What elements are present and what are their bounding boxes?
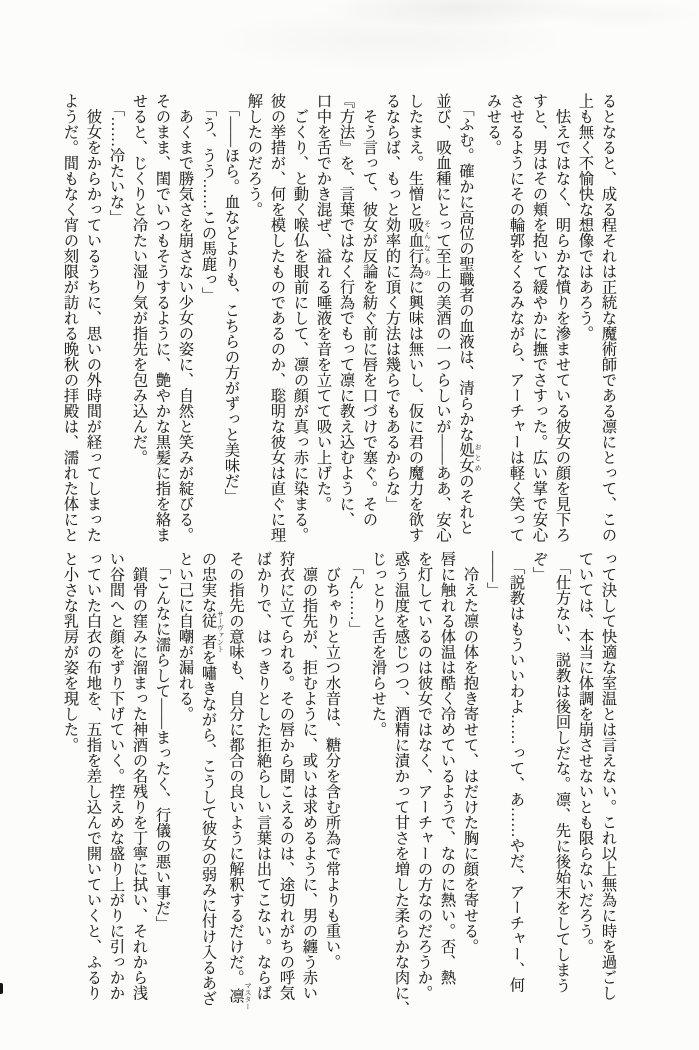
- text-column: 「こんなに濡らして――まったく、行儀の悪い事だ」: [154, 551, 171, 931]
- text-column: 「――ほら。血などよりも、こちらの方がずっと美味だ」: [223, 93, 240, 504]
- text-column: せると、じくりと冷たい湿り気が指先を包み込んだ。: [131, 93, 148, 465]
- text-column: の忠実な従者 サーヴァントを嘯きながら、こうして彼女の弱みに付け入るあざ: [200, 551, 225, 1006]
- text-column: 「ん……」: [347, 551, 364, 637]
- text-column: そう言って、彼女が反論を紡ぐ前に唇を口づけで塞ぐ。その: [361, 93, 378, 527]
- text-column: 「説教はもういいわよ……って、あ……やだ、アーチャー、何: [508, 551, 525, 993]
- text-column: と小さな乳房が姿を現した。: [62, 551, 79, 753]
- text-column: ごくり、と動く喉仏を眼前にして、凛の顔が真っ赤に染まる。: [292, 93, 309, 543]
- text-column: ばかりで、はっきりとした拒絶らしい言葉は出てこない。ならば: [255, 551, 272, 1001]
- text-column: い谷間へと顔をずり下げていく。控えめな盛り上がりに引っかか: [108, 551, 125, 1001]
- text-column: 口中を舌でかき混ぜ、溢れる唾液を音を立てて吸い上げた。: [315, 93, 332, 512]
- scan-edge-artifact: [0, 983, 3, 994]
- text-column: ようだ。間もなく宵の刻限が訪れる晩秋の拝殿は、濡れた体にと: [62, 93, 79, 543]
- text-column: を灯しているのは彼女ではなく、アーチャーの方なのだろうか。: [416, 551, 433, 1001]
- text-column: そのまま、閨でいつもそうするように、艶やかな黒髪に指を絡ま: [154, 93, 171, 543]
- text-column: るとなると、成る程それは正統な魔術師である凛にとって、この: [600, 93, 617, 543]
- text-block-bottom: [62, 551, 620, 1016]
- text-column: その指先の意味も、自分に都合の良いように解釈するだけだ。凛 マスター: [227, 551, 252, 1010]
- text-column: ――」: [485, 551, 502, 598]
- text-column: 凛の指先が、拒むように、或いは求めるように、男の纏う赤い: [301, 551, 318, 1001]
- text-column: 「仕方ない、説教は後回しだな。凛、先に後始末をしてしまう: [554, 551, 571, 993]
- text-column: 冷えた凛の体を抱き寄せて、はだけた胸に顔を寄せる。: [462, 551, 479, 954]
- text-column: すと、男はその頬を抱いて緩やかに撫でさすった。広い掌で安心: [531, 93, 548, 543]
- text-column: 上も無く不愉快な想像ではあろう。: [577, 93, 594, 341]
- text-column: 彼女をからかっているうちに、思いの外時間が経ってしまった: [85, 93, 102, 543]
- text-column: 並び、吸血種にとって至上の美酒の一つらしいが――ああ、安心: [434, 93, 452, 543]
- text-column: 解したのだろう。: [246, 93, 263, 217]
- text-column: ぞ」: [531, 551, 548, 582]
- text-column: 怯えではなく、明らかな憤りを滲ませている彼女の顔を見下ろ: [554, 93, 571, 543]
- text-column: じっとりと舌を滑らせた。: [370, 551, 387, 737]
- text-column: 彼の挙措が、何を模したものであるのか、聡明な彼女は直ぐに理: [269, 93, 286, 543]
- text-column: 「ふむ。確かに高位の聖職者の血液は、清らかな処女 おとめのそれと: [457, 93, 482, 535]
- text-column: びちゃりと立つ水音は、糖分を含む所為で常よりも重い。: [324, 551, 341, 970]
- text-column: るならば、もっと効率的に頂く方法は幾らでもあるからな」: [384, 93, 401, 512]
- text-column: あくまで勝気さを崩さない少女の姿に、自然と笑みが綻びる。: [177, 93, 194, 543]
- text-column: って決して快適な室温とは言えない。これ以上無為に時を過ごし: [600, 551, 617, 1001]
- text-column: 「……冷たいな」: [108, 93, 125, 225]
- text-column: とい己に自嘲が漏れる。: [177, 551, 194, 722]
- text-column: 『方法』を、言葉ではなく行為でもって凛に教え込むように、: [338, 93, 355, 527]
- text-column: したまえ。生憎と吸血行為 そんなものに興味は無いし、仮に君の魔力を欲す: [407, 93, 432, 543]
- text-column: っていた白衣の布地を、五指を差し込んで開いていくと、ふるり: [85, 551, 102, 1001]
- text-column: ていては、本当に体調を崩させないとも限らないだろう。: [577, 551, 594, 954]
- text-column: 鎖骨の窪みに溜まった神酒の名残りを丁寧に拭い、それから浅: [131, 551, 148, 1001]
- text-column: 「う、うう……この馬鹿っ」: [200, 93, 217, 303]
- text-column: させるようにその輪郭をくるみながら、アーチャーは軽く笑って: [508, 93, 525, 543]
- text-column: 狩衣に立てられる。その唇から聞こえるのは、途切れがちの呼気: [278, 551, 295, 1001]
- text-block-top: [62, 93, 620, 543]
- text-column: 惑う温度を感じつつ、酒精に漬かって甘さを増した柔らかな肉に、: [393, 551, 410, 1016]
- text-column: 唇に触れる体温は酷く冷めているようで、なのに熱い。否、熱: [439, 551, 456, 985]
- text-column: みせる。: [485, 93, 502, 155]
